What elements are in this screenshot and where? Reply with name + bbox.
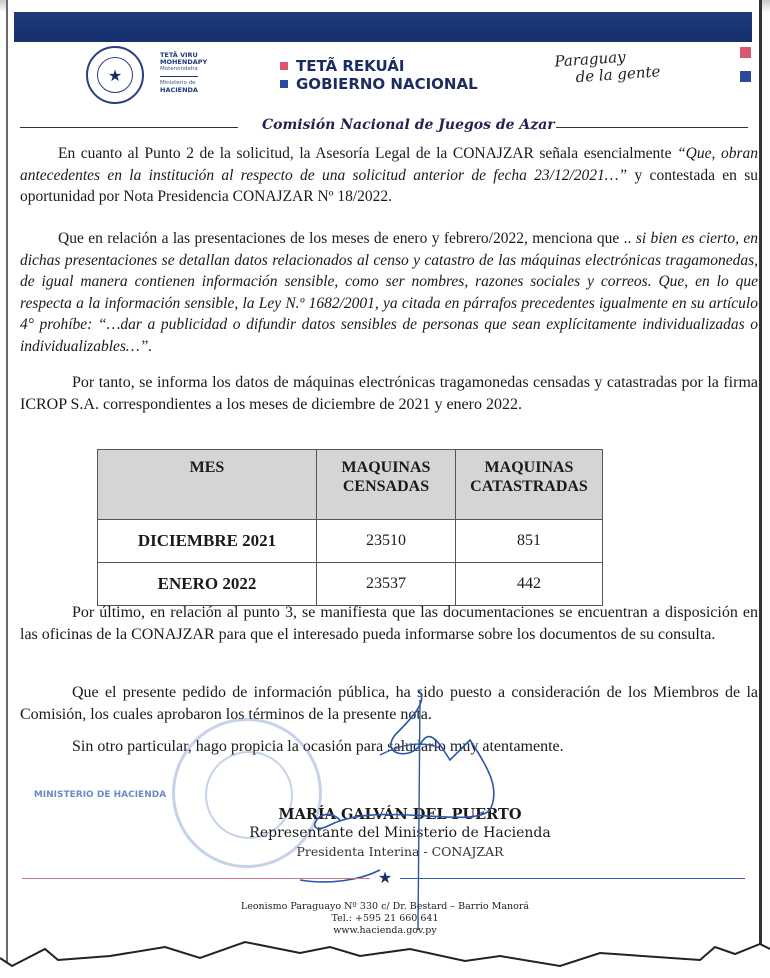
header-mes: MES: [98, 450, 317, 520]
ministry-line3: Motenondeha: [160, 66, 198, 72]
blue-marker-icon: [740, 71, 751, 82]
p5-text: Que el presente pedido de información pública, ha sido puesto a consideración de los Miembros de la Comisión, los cuales aprobaron los términos de la presente nota.: [20, 684, 758, 723]
ministry-line5: HACIENDA: [160, 86, 198, 94]
footer-contact: [0, 901, 770, 937]
row1-catastradas: 851: [456, 520, 603, 563]
stamp-text: MINISTERIO DE HACIENDA: [33, 790, 167, 800]
row2-catastradas: 442: [456, 563, 603, 606]
row2-censadas: 23537: [317, 563, 456, 606]
ministry-line1: TETÃ VIRU: [160, 51, 198, 59]
signer-role: Representante del Ministerio de Hacienda: [249, 825, 551, 841]
gov-line1: TETÃ REKUÁI: [296, 57, 405, 75]
signature-block: [180, 805, 620, 861]
p4-text: Por último, en relación al punto 3, se manifiesta que las documentaciones se encuentran a disposición en las oficinas de la CONAJZAR para que el interesado pueda informarse sobre los documentos de su consulta.: [20, 604, 758, 643]
row1-mes: DICIEMBRE 2021: [98, 520, 317, 563]
blue-square-icon: [280, 80, 288, 88]
p2-quote: si bien es cierto, en dichas presentaciones se detallan datos relacionados al censo y catastro de las máquinas electrónicas tragamonedas, de igual manera contienen información sensible, como ser nombres, razones sociales y correos. Que, en lo que respecta a la información sensible, la Ley N.º 1682/2001, ya citada en párrafos precedentes igualmente en su artículo 4° prohíbe: “…dar a publicidad o difundir datos sensibles de personas que sean explícitamente individualizadas o individualizables…”.: [20, 230, 759, 355]
p6-text: Sin otro particular, hago propicia la ocasión para saludarlo muy atentamente.: [72, 738, 564, 755]
row2-mes: ENERO 2022: [98, 563, 317, 606]
government-logo: [280, 57, 478, 93]
paragraph-5: [20, 682, 758, 725]
commission-heading: [20, 117, 748, 137]
paragraph-4: [20, 602, 758, 645]
heading-rule-left: [20, 127, 238, 128]
slogan-line2: de la gente: [575, 62, 661, 87]
p1-quote: “Que, obran antecedentes en la institución al respecto de una solicitud anterior de fecha 23/12/2021…”: [20, 145, 758, 184]
commission-title: Comisión Nacional de Juegos de Azar: [262, 117, 555, 133]
national-seal-icon: [86, 46, 144, 104]
paragraph-2: [20, 228, 758, 357]
table-row: [98, 563, 603, 606]
slogan: [554, 46, 661, 87]
ministry-line4: Ministerio de: [160, 80, 196, 86]
footer-website: www.hacienda.gov.py: [333, 925, 437, 936]
pink-marker-icon: [740, 47, 751, 58]
footer-rule-left: [22, 878, 370, 879]
footer-emblem-icon: ★: [377, 868, 393, 887]
ministry-logo: [160, 52, 207, 94]
machines-table: [97, 449, 603, 606]
slogan-line1: Paraguay: [553, 47, 627, 71]
pink-square-icon: [280, 62, 288, 70]
gov-line2: GOBIERNO NACIONAL: [296, 75, 478, 93]
footer-phone: Tel.: +595 21 660 641: [331, 913, 439, 924]
table-header-row: [98, 450, 603, 520]
footer-address: Leonismo Paraguayo Nº 330 c/ Dr. Bestard – Barrio Manorá: [240, 901, 530, 912]
table-row: [98, 520, 603, 563]
header-catastradas: MAQUINAS CATASTRADAS: [456, 450, 603, 520]
paragraph-1: [20, 143, 758, 208]
row1-censadas: 23510: [317, 520, 456, 563]
p2-text-a: Que en relación a las presentaciones de los meses de enero y febrero/2022, menciona que ..: [58, 230, 632, 247]
ministry-divider: [160, 76, 198, 77]
p1-text-a: En cuanto al Punto 2 de la solicitud, la Asesoría Legal de la CONAJZAR señala esencialmente: [58, 145, 678, 162]
header-band: [14, 12, 752, 42]
signer-position: Presidenta Interina - CONAJZAR: [296, 844, 504, 859]
heading-rule-right: [556, 127, 748, 128]
paragraph-6: [20, 736, 758, 758]
signer-name: MARÍA GALVÁN DEL PUERTO: [278, 806, 522, 823]
ministry-line2: MOHENDAPY: [160, 58, 208, 66]
torn-edge: [0, 940, 770, 978]
p1-text-b: y contestada en su oportunidad por Nota Presidencia CONAJZAR Nº 18/2022.: [20, 166, 759, 205]
header-censadas: MAQUINAS CENSADAS: [317, 450, 456, 520]
p3-text: Por tanto, se informa los datos de máquinas electrónicas tragamonedas censadas y catastradas por la firma ICROP S.A. correspondientes a los meses de diciembre de 2021 y enero 2022.: [20, 374, 758, 413]
footer-rule-right: [400, 878, 745, 879]
star-icon: ★: [97, 57, 133, 93]
paragraph-3: [20, 372, 758, 415]
